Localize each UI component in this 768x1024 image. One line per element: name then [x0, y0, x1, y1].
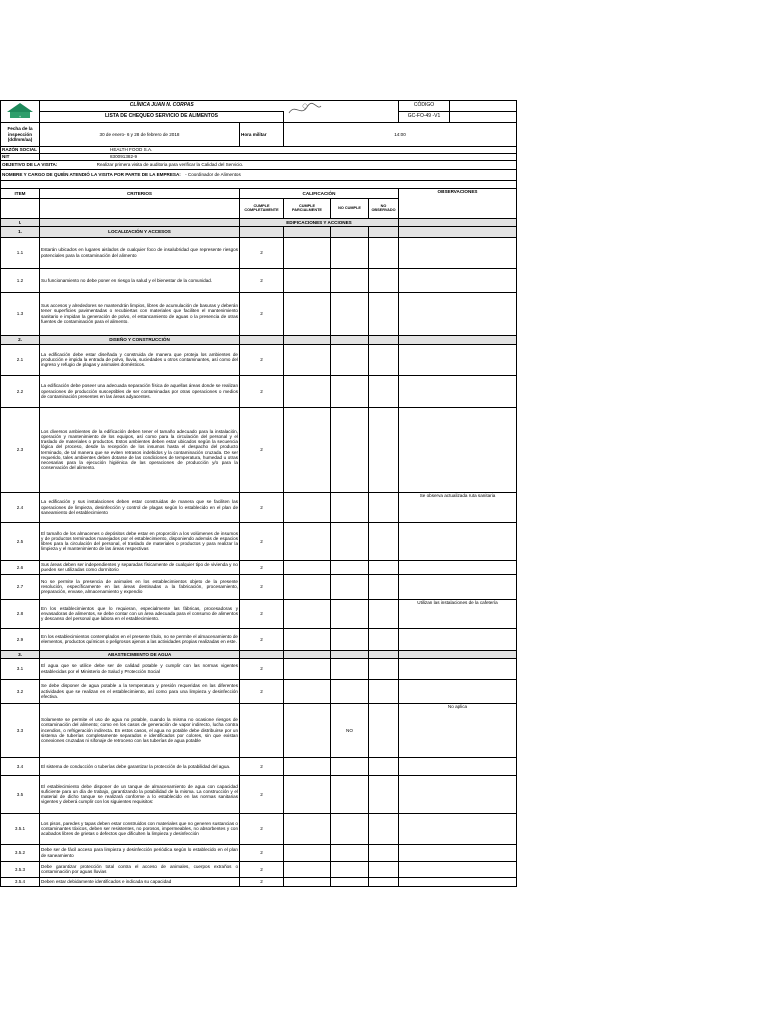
score-full: 2 — [240, 292, 284, 335]
score-not-observed — [369, 522, 399, 560]
table-row — [1, 560, 517, 574]
score-full: 2 — [240, 599, 284, 628]
observation: No aplica — [399, 703, 517, 757]
score-not-observed — [369, 658, 399, 679]
score-partial — [284, 292, 331, 335]
score-full: 2 — [240, 679, 284, 703]
score-full: 2 — [240, 844, 284, 861]
table-row — [1, 813, 517, 844]
score-no — [331, 522, 369, 560]
table-row — [1, 292, 517, 335]
criteria-text: El tamaño de los almacenes o depósitos debe estar en proporción a los volúmenes de insumos y de productos terminados manejados por el establecimiento, disponiendo además de espacios libres para la circulación del personal, el traslado de materiales o productos y para realizar la limpieza y el mantenimiento de las áreas respectivas — [40, 522, 240, 560]
score-no — [331, 560, 369, 574]
header-corner — [450, 101, 517, 112]
observation — [399, 560, 517, 574]
score-partial — [284, 703, 331, 757]
section-number: 2. — [1, 335, 40, 344]
item-number: 2.1 — [1, 344, 40, 375]
score-no: NO — [331, 703, 369, 757]
score-no — [331, 292, 369, 335]
score-no — [331, 344, 369, 375]
score-full: 2 — [240, 492, 284, 522]
clinic-logo-icon — [5, 102, 35, 120]
item-number: 2.7 — [1, 574, 40, 599]
score-partial — [284, 877, 331, 886]
score-no — [331, 775, 369, 813]
section-cell — [284, 650, 331, 658]
score-partial — [284, 861, 331, 877]
item-number: 3.4 — [1, 757, 40, 775]
chapter-number: I. — [1, 218, 40, 226]
table-row — [1, 522, 517, 560]
observation — [399, 522, 517, 560]
section-cell — [240, 226, 284, 237]
observation — [399, 658, 517, 679]
observation — [399, 292, 517, 335]
item-number: 1.1 — [1, 237, 40, 268]
section-cell — [369, 650, 399, 658]
score-not-observed — [369, 599, 399, 628]
header-corner-2 — [450, 112, 517, 122]
score-not-observed — [369, 775, 399, 813]
date-label: Fecha de la inspección (dd/mm/aa) — [1, 122, 40, 146]
business-value: HEALTH FOOD S.A. — [40, 146, 517, 153]
score-no — [331, 877, 369, 886]
table-row — [1, 861, 517, 877]
item-number: 3.5.1 — [1, 813, 40, 844]
criteria-text: Se debe disponer de agua potable a la temperatura y presión requeridas en las diferentes actividades que se realizan en el establecimiento, así como para una limpieza y desinfección efectiva. — [40, 679, 240, 703]
score-not-observed — [369, 560, 399, 574]
business-label: RAZÓN SOCIAL — [1, 146, 40, 153]
item-number: 3.5.4 — [1, 877, 40, 886]
score-not-observed — [369, 344, 399, 375]
criteria-text: Debe garantizar protección total contra el acceso de animales, cuerpos extraños o contaminación por aguas lluvias — [40, 861, 240, 877]
item-number: 2.8 — [1, 599, 40, 628]
observation — [399, 237, 517, 268]
attended-row — [1, 169, 517, 180]
score-not-observed — [369, 757, 399, 775]
score-no — [331, 599, 369, 628]
score-not-observed — [369, 813, 399, 844]
score-partial — [284, 560, 331, 574]
col-not-observed: NO OBSERVADO — [369, 198, 399, 218]
section-cell — [399, 650, 517, 658]
criteria-text: Los diversos ambientes de la edificación deben tener el tamaño adecuado para la instalación, operación y mantenimiento de los equipos, así como para la circulación del personal y el traslado de materiales o productos. Estos ambientes deben estar ubicados según la secuencia lógica del proceso, desde la recepción de los insumos hasta el despacho del producto terminado, de tal manera que se eviten retrasos indebidos y la contaminación cruzada. De ser requerido, tales ambientes deben dotarse de las condiciones de temperatura, humedad u otras necesarias para la ejecución higiénica de las operaciones de producción y/o para la conservación del alimento. — [40, 407, 240, 492]
score-partial — [284, 492, 331, 522]
score-not-observed — [369, 628, 399, 650]
score-not-observed — [369, 237, 399, 268]
score-partial — [284, 775, 331, 813]
score-no — [331, 407, 369, 492]
score-full: 2 — [240, 375, 284, 407]
table-row — [1, 658, 517, 679]
table-row — [1, 268, 517, 292]
score-full: 2 — [240, 757, 284, 775]
signature-icon — [285, 101, 325, 119]
score-no — [331, 492, 369, 522]
svg-text:+: + — [18, 114, 22, 120]
table-row — [1, 407, 517, 492]
score-not-observed — [369, 861, 399, 877]
objective-row — [1, 160, 517, 169]
table-row — [1, 375, 517, 407]
score-partial — [284, 574, 331, 599]
col-observations: OBSERVACIONES — [399, 188, 517, 218]
observation: Utilizan las instalaciones de la cafetería — [399, 599, 517, 628]
item-number: 3.5.3 — [1, 861, 40, 877]
section-cell — [240, 650, 284, 658]
chapter-blank — [40, 218, 240, 226]
score-partial — [284, 658, 331, 679]
header-blank-2 — [331, 112, 399, 122]
score-partial — [284, 679, 331, 703]
score-partial — [284, 237, 331, 268]
criteria-text: En los establecimientos que lo requieran, especialmente las fábricas, procesadoras y envasadoras de alimentos, se debe contar con un área adecuada para el consumo de alimentos y descanso del personal que labora en el establecimiento. — [40, 599, 240, 628]
chapter-title: EDIFICACIONES Y ACCIONES — [240, 218, 399, 226]
checklist-sheet — [0, 100, 516, 887]
score-no — [331, 861, 369, 877]
table-row — [1, 344, 517, 375]
section-cell — [284, 335, 331, 344]
section-cell — [240, 335, 284, 344]
document-title: LISTA DE CHEQUEO SERVICIO DE ALIMENTOS — [40, 112, 284, 122]
col-criteria: CRITERIOS — [40, 188, 240, 198]
score-partial — [284, 344, 331, 375]
table-row — [1, 844, 517, 861]
section-title: LOCALIZACIÓN Y ACCESOS — [40, 226, 240, 237]
score-no — [331, 375, 369, 407]
item-number: 2.3 — [1, 407, 40, 492]
header-blank — [331, 101, 399, 112]
code-value: GC-FO-49 -V1 — [399, 112, 450, 122]
score-full: 2 — [240, 560, 284, 574]
score-partial — [284, 375, 331, 407]
item-number: 3.3 — [1, 703, 40, 757]
criteria-text: En los establecimientos contemplados en el presente título, no se permite el almacenamiento de elementos, productos químicos o peligrosos ajenos a las actividades propias realizadas en este. — [40, 628, 240, 650]
score-full — [240, 703, 284, 757]
table-row — [1, 703, 517, 757]
score-not-observed — [369, 877, 399, 886]
score-full: 2 — [240, 628, 284, 650]
criteria-text: Los pisos, paredes y tapas deben estar construidos con materiales que no generen sustancias o contaminantes tóxicos, deben ser resistentes, no porosos, impermeables, no absorbentes y con acabados libres de grietas o defectos que dificulten la limpieza y desinfección — [40, 813, 240, 844]
score-no — [331, 268, 369, 292]
table-row — [1, 599, 517, 628]
observation — [399, 679, 517, 703]
score-full: 2 — [240, 861, 284, 877]
criteria-text: La edificación debe estar diseñada y construida de manera que proteja los ambientes de producción e impida la entrada de polvo, lluvia, suciedades u otros contaminantes, así como del ingreso y refugio de plagas y animales domésticos. — [40, 344, 240, 375]
section-cell — [331, 335, 369, 344]
score-no — [331, 757, 369, 775]
clinic-name: CLÍNICA JUAN N. CORPAS — [40, 101, 284, 112]
score-full: 2 — [240, 407, 284, 492]
observation — [399, 861, 517, 877]
date-value: 30 de enero- 6 y 28 de febrero de 2018 — [40, 122, 240, 146]
criteria-text: Sus accesos y alrededores se mantendrán limpios, libres de acumulación de basuras y deberán tener superficies pavimentadas o recubiertas con materiales que faciliten el mantenimiento sanitario e impidan la generación de polvo, el estancamiento de aguas o la presencia de otras fuentes de contaminación para el alimento. — [40, 292, 240, 335]
score-full: 2 — [240, 877, 284, 886]
table-row — [1, 877, 517, 886]
signature-mark — [284, 101, 331, 123]
score-partial — [284, 599, 331, 628]
criteria-text: Estarán ubicados en lugares aislados de cualquier foco de insalubridad que represente riesgos potenciales para la contaminación del alimento — [40, 237, 240, 268]
observation — [399, 877, 517, 886]
col-item: ITEM — [1, 188, 40, 198]
observation — [399, 574, 517, 599]
col-no: NO CUMPLE — [331, 198, 369, 218]
observation — [399, 757, 517, 775]
score-full: 2 — [240, 237, 284, 268]
criteria-text: El sistema de conducción o tuberías debe garantizar la protección de la potabilidad del agua. — [40, 757, 240, 775]
score-not-observed — [369, 292, 399, 335]
item-number: 2.4 — [1, 492, 40, 522]
table-row — [1, 492, 517, 522]
nit-label: NIT — [1, 153, 40, 160]
score-partial — [284, 268, 331, 292]
observation: Se observa actualizada ruta sanitaria — [399, 492, 517, 522]
score-no — [331, 844, 369, 861]
score-not-observed — [369, 268, 399, 292]
table-row — [1, 775, 517, 813]
score-no — [331, 658, 369, 679]
code-label: CÓDIGO — [399, 101, 450, 112]
criteria-text: Debe ser de fácil acceso para limpieza y desinfección periódica según lo establecido en el plan de saneamiento — [40, 844, 240, 861]
score-partial — [284, 844, 331, 861]
score-full: 2 — [240, 344, 284, 375]
observation — [399, 344, 517, 375]
criteria-text: La edificación y sus instalaciones deben estar construidas de manera que se faciliten las operaciones de limpieza, desinfección y control de plagas según lo establecido en el plan de saneamiento del establecimiento — [40, 492, 240, 522]
checklist-table — [0, 100, 517, 887]
col-full: CUMPLE COMPLETAMENTE — [240, 198, 284, 218]
item-number: 2.2 — [1, 375, 40, 407]
attended-value: - Coordinador de Alimentos — [185, 172, 241, 178]
score-no — [331, 237, 369, 268]
section-cell — [369, 335, 399, 344]
table-row — [1, 574, 517, 599]
chapter-blank-2 — [399, 218, 517, 226]
score-not-observed — [369, 679, 399, 703]
observation — [399, 844, 517, 861]
objective-value: Realizar primera visita de auditoria para verificar la Calidad del Servicio. — [96, 162, 244, 168]
criteria-text: La edificación debe poseer una adecuada separación física de aquellas áreas donde se realizan operaciones de producción susceptibles de ser contaminadas por otras operaciones o medios de contaminación presentes en las áreas adyacentes. — [40, 375, 240, 407]
score-no — [331, 813, 369, 844]
col-partial: CUMPLE PARCIALMENTE — [284, 198, 331, 218]
observation — [399, 628, 517, 650]
score-not-observed — [369, 703, 399, 757]
score-full: 2 — [240, 574, 284, 599]
score-not-observed — [369, 844, 399, 861]
item-number: 3.1 — [1, 658, 40, 679]
score-full: 2 — [240, 522, 284, 560]
score-not-observed — [369, 574, 399, 599]
item-number: 3.5 — [1, 775, 40, 813]
time-value: 14:00 — [284, 122, 517, 146]
criteria-text: El agua que se utilice debe ser de calidad potable y cumplir con las normas vigentes establecidas por el Ministerio de Salud y Protección Social — [40, 658, 240, 679]
item-number: 3.5.2 — [1, 844, 40, 861]
score-not-observed — [369, 492, 399, 522]
score-full: 2 — [240, 813, 284, 844]
score-full: 2 — [240, 268, 284, 292]
objective-label: OBJETIVO DE LA VISITA: — [2, 162, 58, 168]
section-cell — [331, 226, 369, 237]
item-number: 2.5 — [1, 522, 40, 560]
score-not-observed — [369, 407, 399, 492]
section-cell — [331, 650, 369, 658]
observation — [399, 813, 517, 844]
score-partial — [284, 813, 331, 844]
criteria-text: Solamente se permite el uso de agua no potable, cuando la misma no ocasione riesgos de contaminación del alimento; como en los casos de generación de vapor indirecto, lucha contra incendios, o refrigeración indirecta. En estos casos, el agua no potable debe distribuirse por un sistema de tuberías completamente separados e identificados por colores, sin que existan conexiones cruzadas ni sifonaje de retroceso con las tuberías de agua potable — [40, 703, 240, 757]
criteria-text: No se permite la presencia de animales en los establecimientos objeto de la presente resolución, específicamente en las áreas destinadas a la fabricación, procesamiento, preparación, envase, almacenamiento y expendio — [40, 574, 240, 599]
clinic-logo — [1, 101, 40, 123]
criteria-text: El establecimiento debe disponer de un tanque de almacenamiento de agua con capacidad suficiente para un día de trabajo, garantizando la potabilidad de la misma. La construcción y el material de dicho tanque se realizará conforme a lo establecido en las normas sanitarias vigentes y deberá cumplir con los siguientes requisitos: — [40, 775, 240, 813]
score-partial — [284, 757, 331, 775]
item-number: 1.2 — [1, 268, 40, 292]
section-cell — [399, 335, 517, 344]
item-number: 1.3 — [1, 292, 40, 335]
score-full: 2 — [240, 775, 284, 813]
section-cell — [399, 226, 517, 237]
score-partial — [284, 628, 331, 650]
table-row — [1, 757, 517, 775]
table-row — [1, 679, 517, 703]
score-partial — [284, 522, 331, 560]
score-not-observed — [369, 375, 399, 407]
spacer-row — [1, 180, 517, 188]
table-row — [1, 628, 517, 650]
item-number: 3.2 — [1, 679, 40, 703]
section-title: DISEÑO Y CONSTRUCCIÓN — [40, 335, 240, 344]
item-number: 2.9 — [1, 628, 40, 650]
criteria-text: Sus áreas deben ser independientes y separadas físicamente de cualquier tipo de vivienda y no pueden ser utilizadas como dormitorio — [41, 561, 238, 573]
observation — [399, 268, 517, 292]
time-label: Hora militar — [240, 122, 284, 146]
col-blank-1 — [1, 198, 40, 218]
nit-value: 830091382-9 — [40, 153, 517, 160]
attended-label: NOMBRE Y CARGO DE QUIÉN ATENDIÓ LA VISITA POR PARTE DE LA EMPRESA: — [2, 172, 181, 178]
col-blank-2 — [40, 198, 240, 218]
col-rating: CALIFICACIÓN — [240, 188, 399, 198]
item-number: 2.6 — [1, 560, 40, 574]
section-cell — [284, 226, 331, 237]
score-partial — [284, 407, 331, 492]
observation — [399, 775, 517, 813]
score-no — [331, 679, 369, 703]
section-number: 3. — [1, 650, 40, 658]
observation — [399, 407, 517, 492]
table-row — [1, 237, 517, 268]
section-cell — [369, 226, 399, 237]
section-title: ABASTECIMIENTO DE AGUA — [40, 650, 240, 658]
score-no — [331, 628, 369, 650]
section-number: 1. — [1, 226, 40, 237]
score-full: 2 — [240, 658, 284, 679]
criteria-text: Deben estar debidamente identificados e indicada su capacidad — [40, 877, 240, 886]
score-no — [331, 574, 369, 599]
observation — [399, 375, 517, 407]
criteria-text: Su funcionamiento no debe poner en riesgo la salud y el bienestar de la comunidad. — [40, 268, 240, 292]
